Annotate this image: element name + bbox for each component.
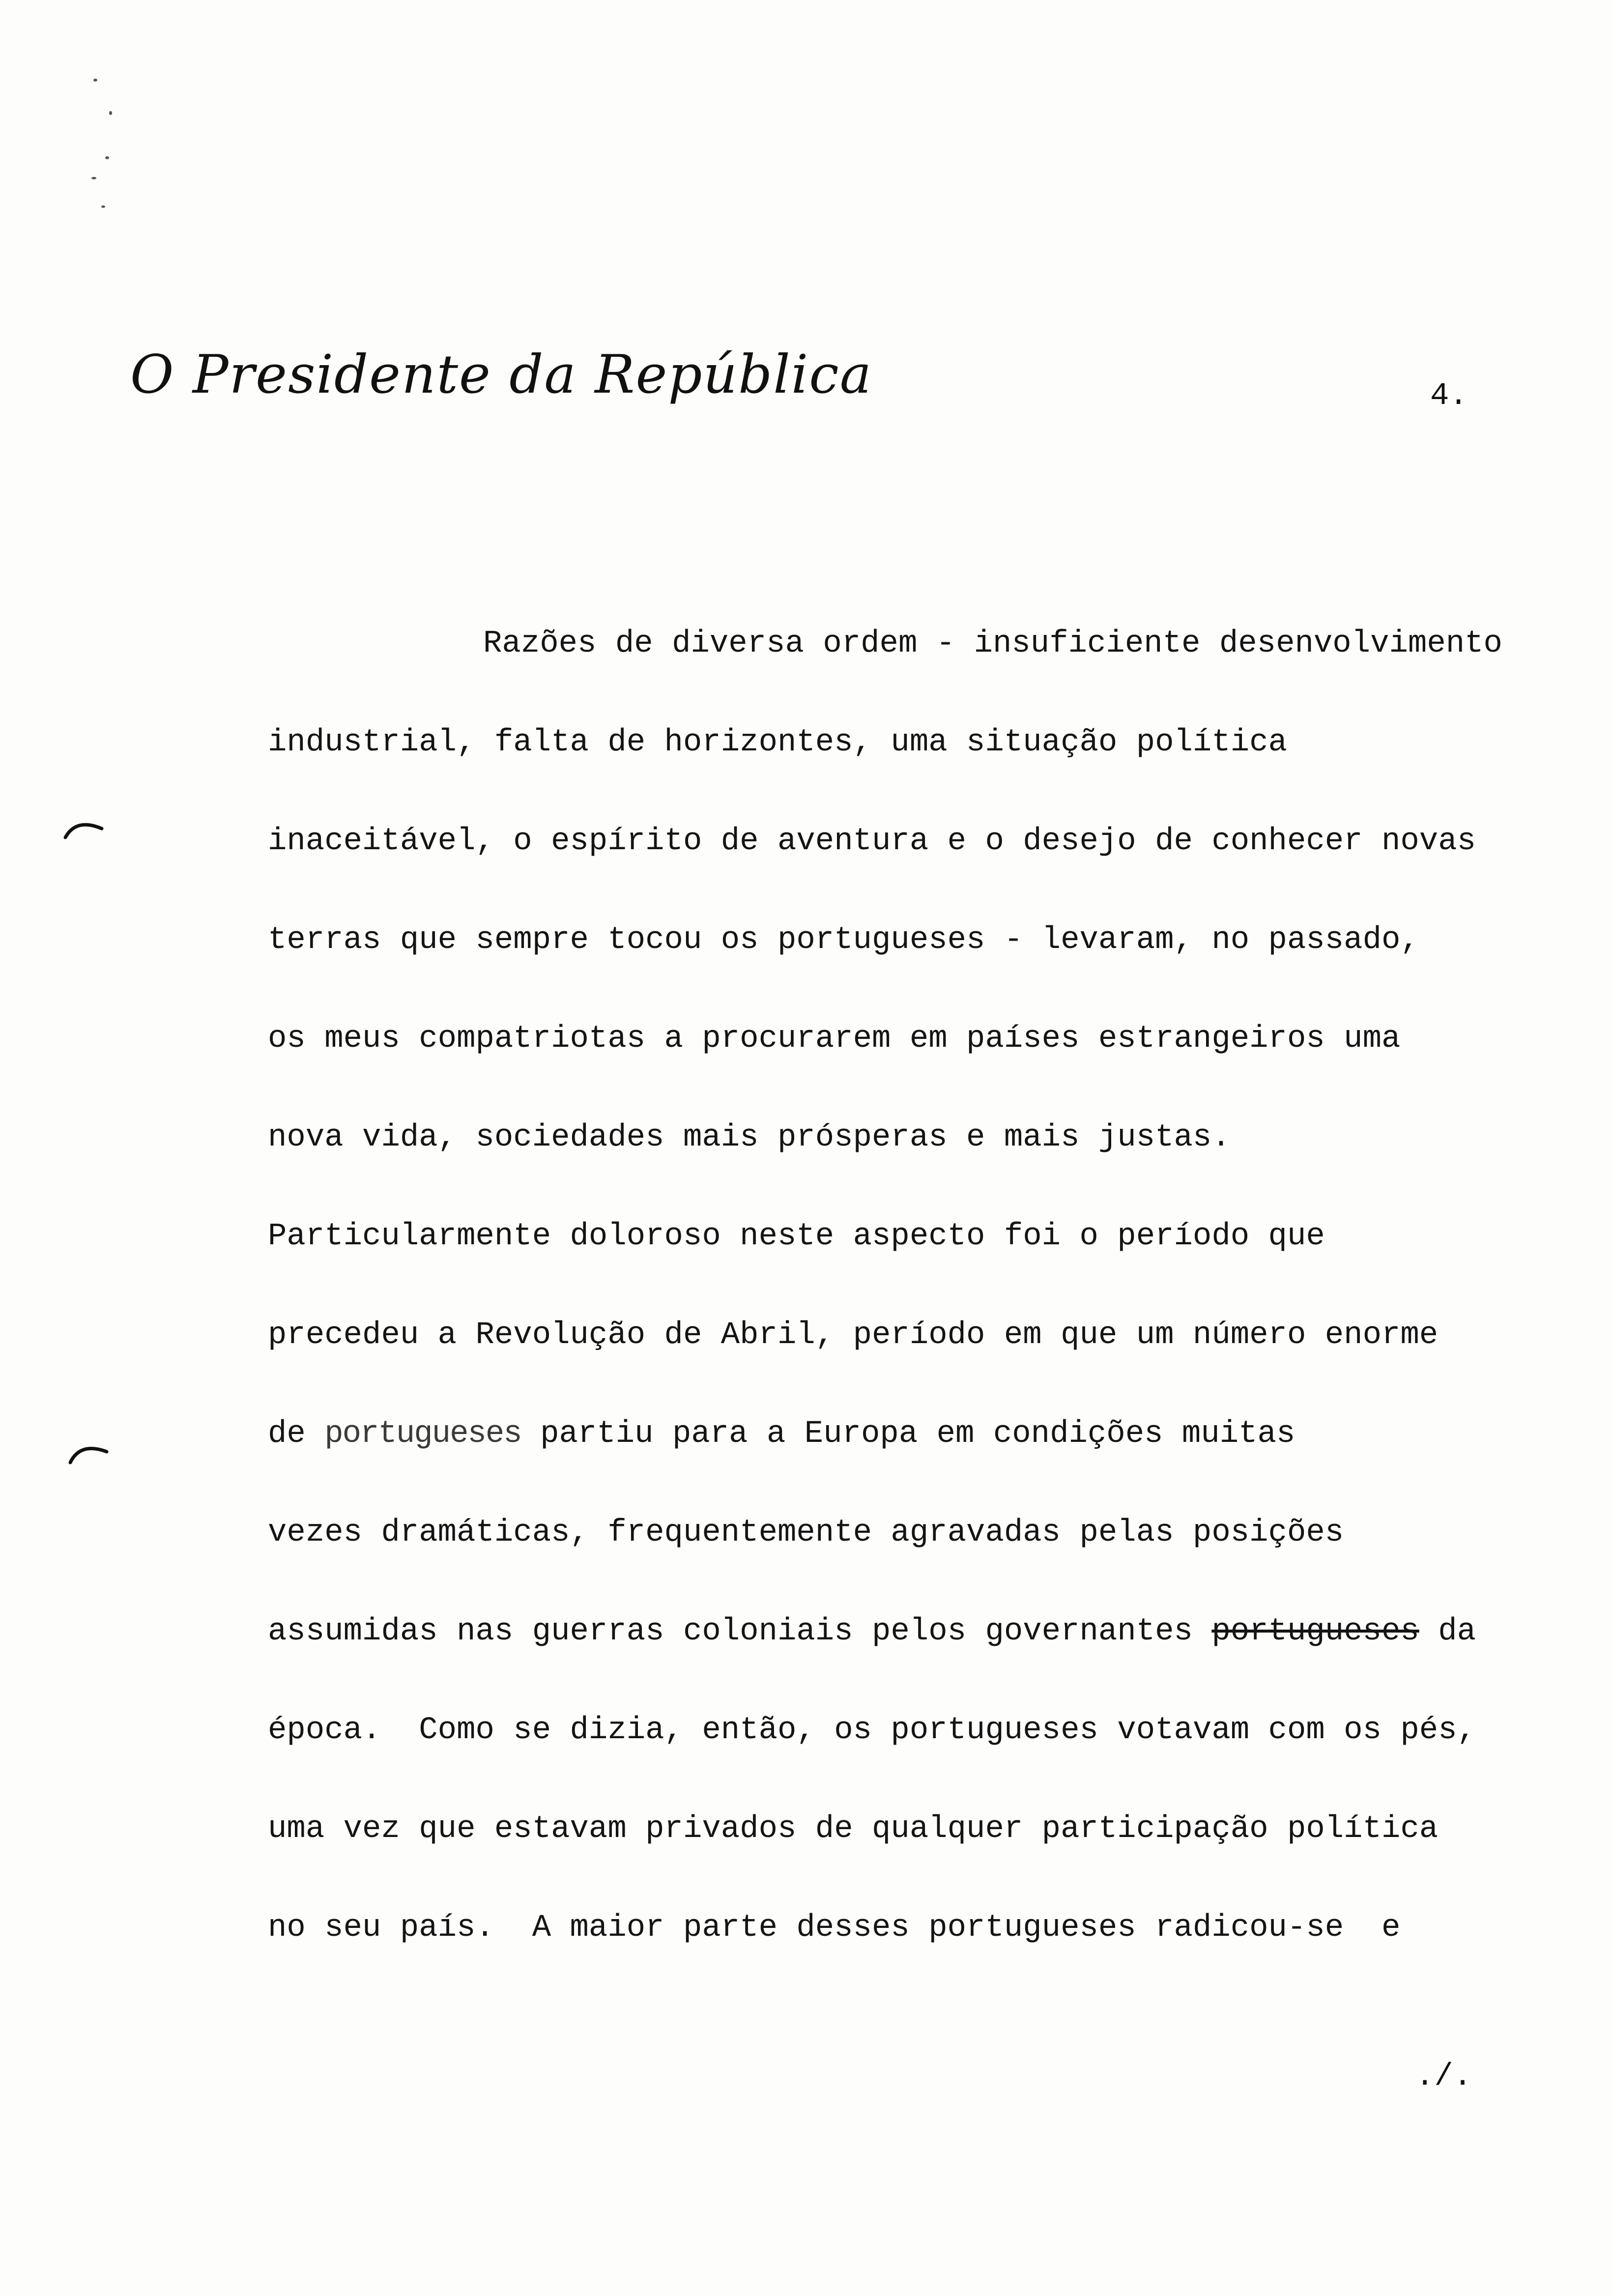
text-line: no seu país. A maior parte desses portugueses radicou-se e (268, 1910, 1401, 1946)
text-line: industrial, falta de horizontes, uma situação política (268, 725, 1287, 760)
page-number: 4. (1430, 378, 1468, 414)
text-line: época. Como se dizia, então, os portugueses votavam com os pés, (268, 1713, 1476, 1748)
text-segment: partiu para a Europa em condições muitas (521, 1416, 1295, 1452)
letterhead-title: O Presidente da República (130, 344, 873, 405)
scan-speck (93, 79, 97, 82)
continuation-mark: ./. (1415, 2059, 1472, 2095)
text-line: precedeu a Revolução de Abril, período em que um número enorme (268, 1318, 1439, 1353)
text-segment: assumidas nas guerras coloniais pelos governantes (268, 1614, 1212, 1649)
scan-speck (109, 111, 112, 115)
text-line: nova vida, sociedades mais prósperas e mais justas. (268, 1120, 1231, 1155)
margin-arc-mark (61, 816, 106, 840)
text-line: os meus compatriotas a procurarem em países estrangeiros uma (268, 1021, 1401, 1057)
text-line (268, 1414, 1555, 1513)
text-line: uma vez que estavam privados de qualquer participação política (268, 1811, 1439, 1847)
inserted-word: portugueses (324, 1416, 521, 1452)
text-line: Razões de diversa ordem - insuficiente desenvolvimento (483, 626, 1502, 661)
text-line: terras que sempre tocou os portugueses - levaram, no passado, (268, 922, 1419, 958)
text-line: Particularmente doloroso neste aspecto foi o período que (268, 1219, 1325, 1254)
scan-speck (91, 177, 96, 179)
letter-body (268, 624, 1555, 2007)
text-segment: da (1419, 1614, 1476, 1649)
scan-speck (101, 205, 105, 208)
scan-speck (105, 156, 109, 159)
text-segment: de (268, 1416, 325, 1452)
text-line: vezes dramáticas, frequentemente agravadas pelas posições (268, 1515, 1344, 1550)
margin-arc-mark (66, 1440, 111, 1464)
text-line (268, 1612, 1555, 1711)
text-line: inaceitável, o espírito de aventura e o desejo de conhecer novas (268, 824, 1476, 859)
struck-word: portugueses (1211, 1614, 1419, 1649)
